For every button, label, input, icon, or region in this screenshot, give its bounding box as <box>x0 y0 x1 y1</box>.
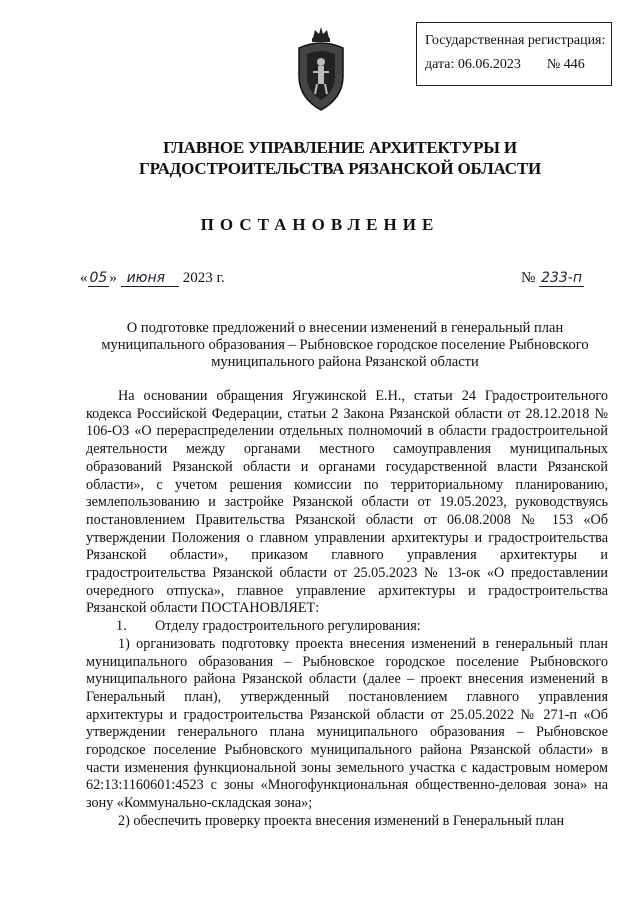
registration-details <box>425 53 611 77</box>
date-close-quote: » <box>109 270 117 286</box>
registration-stamp <box>416 22 612 86</box>
date-day: 05 <box>89 270 108 286</box>
document-date <box>80 270 225 287</box>
paragraph-item-1-2: 2) обеспечить проверку проекта внесения изменений в Генеральный план <box>118 812 565 829</box>
registration-label: Государственная регистрация: <box>425 33 606 48</box>
document-type: ПОСТАНОВЛЕНИЕ <box>200 215 440 234</box>
date-open-quote: « <box>80 270 88 286</box>
date-year: 2023 г. <box>182 270 225 286</box>
document-body <box>86 388 608 831</box>
paragraph-item-1-1: 1) организовать подготовку проекта внесения изменений в генеральный план муниципального образования – Рыбновское городское поселение Рыбновского муниципального района Рязанской области (далее – проект внесения изменений в Генеральный план), утвержденный постановлением главного управления архитектуры и градостроительства Рязанской области от 25.05.2022 № 271-п «Об утверждении генерального плана муниципального образования – Рыбновское городское поселение Рыбновского муниципального района Рязанской области» в части изменения функциональной зоны земельного участка с кадастровым номером 62:13:1160601:4523 с зоны «Многофункциональная общественно-деловая зона» на зону «Коммунально-складская зона»; <box>86 635 608 812</box>
date-month: июня <box>121 270 179 287</box>
coat-of-arms-icon <box>293 24 349 116</box>
registration-date: дата: 06.06.2023 <box>425 57 521 72</box>
document-number <box>521 270 584 287</box>
organization-name: ГЛАВНОЕ УПРАВЛЕНИЕ АРХИТЕКТУРЫ И ГРАДОСТРОИТЕЛЬСТВА РЯЗАНСКОЙ ОБЛАСТИ <box>138 138 542 178</box>
document-subject: О подготовке предложений о внесении изменений в генеральный план муниципального образования – Рыбновское городское поселение Рыбновского муниципального района Рязанской области <box>101 320 589 370</box>
number-value: 233-п <box>541 270 582 286</box>
paragraph-preamble: На основании обращения Ягужинской Е.Н., статьи 24 Градостроительного кодекса Российской Федерации, статьи 2 Закона Рязанской области от 28.12.2018 № 106-ОЗ «О перераспределении отдельных полномочий в области градостроительной деятельности между органами местного самоуправления муниципальных образований Рязанской области и органами государственной власти Рязанской области», с учетом решения комиссии по территориальному планированию, землепользованию и застройке Рязанской области от 19.05.2023, руководствуясь постановлением Правительства Рязанской области от 06.08.2008 № 153 «Об утверждении Положения о главном управлении архитектуры и градостроительства Рязанской области», приказом главного управления архитектуры и градостроительства Рязанской области от 25.05.2023 № 13-ок «О предоставлении очередного отпуска», главное управление архитектуры и градостроительства Рязанской области ПОСТАНОВЛЯЕТ: <box>86 388 608 617</box>
registration-number: № 446 <box>546 57 585 72</box>
paragraph-item-1: 1. Отделу градостроительного регулирования: <box>116 618 421 635</box>
number-prefix: № <box>521 270 536 286</box>
